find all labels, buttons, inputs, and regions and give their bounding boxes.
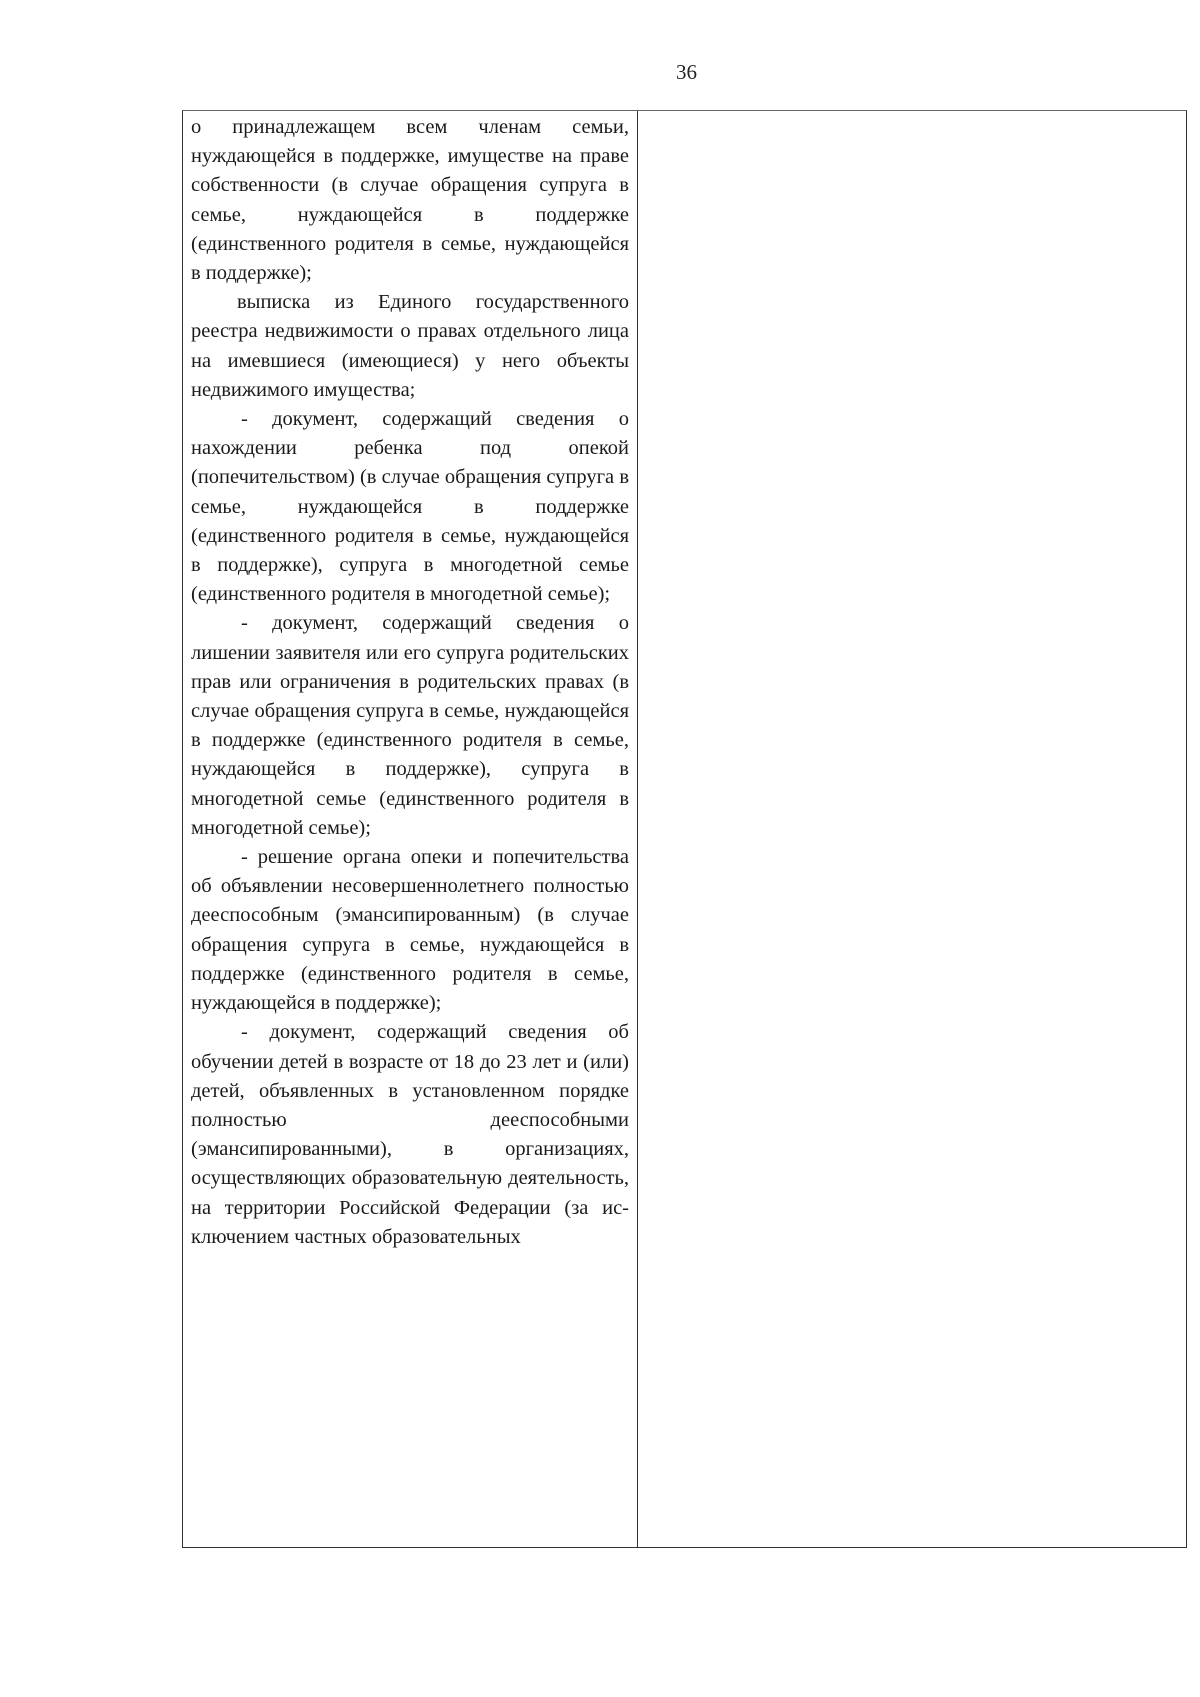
table-cell-left [183, 111, 638, 1547]
table-cell-right [638, 111, 1186, 1547]
paragraph-emancipation-decision: - решение органа опеки и попечительства об объявлении несовершеннолетнего полностью дееспособным (эмансипированным) (в случае обращения супруга в семье, нуждающейся в поддержке (единственного родителя в семье, нуждающейся в поддержке); [191, 846, 629, 1015]
paragraph-property-ownership: о принадлежащем всем членам семьи, нуждающейся в поддержке, имуществе на праве собственности (в случае обращения супруга в семье, нуждающейся в поддержке (единственного родителя в семье, нуждающейся в поддержке); [191, 116, 629, 285]
document-table [182, 110, 1187, 1548]
paragraph-registry-extract: выписка из Единого государственного реестра недвижимости о правах отдельного лица на имевшиеся (имеющиеся) у него объекты недвижимого имущества; [191, 291, 629, 401]
paragraph-parental-rights-document: - документ, содержащий сведения о лишении заявителя или его супруга родительских прав или ограничения в родительских правах (в случае обращения супруга в семье, нуждающейся в поддержке (единственного родителя в семье, нуждающейся в поддержке), супруга в многодетной семье (единственного родителя в многодетной семье); [191, 612, 629, 839]
paragraph-guardianship-document: - документ, содержащий сведения о нахождении ребенка под опекой (попечительством) (в случае обращения супруга в семье, нуждающейся в поддержке (единственного родителя в семье, нуждающейся в поддержке), супруга в многодетной семье (единственного родителя в многодетной семье); [191, 408, 629, 606]
paragraph-education-document: - документ, содержащий сведения об обучении детей в возрасте от 18 до 23 лет и (или) детей, объявленных в установленном порядке полностью дееспособными (эмансипированными), в организациях, осуществляющих образовательную деятельность, на территории Российской Федерации (за исключением частных образовательных [191, 1021, 629, 1248]
page-number: 36 [676, 60, 697, 84]
